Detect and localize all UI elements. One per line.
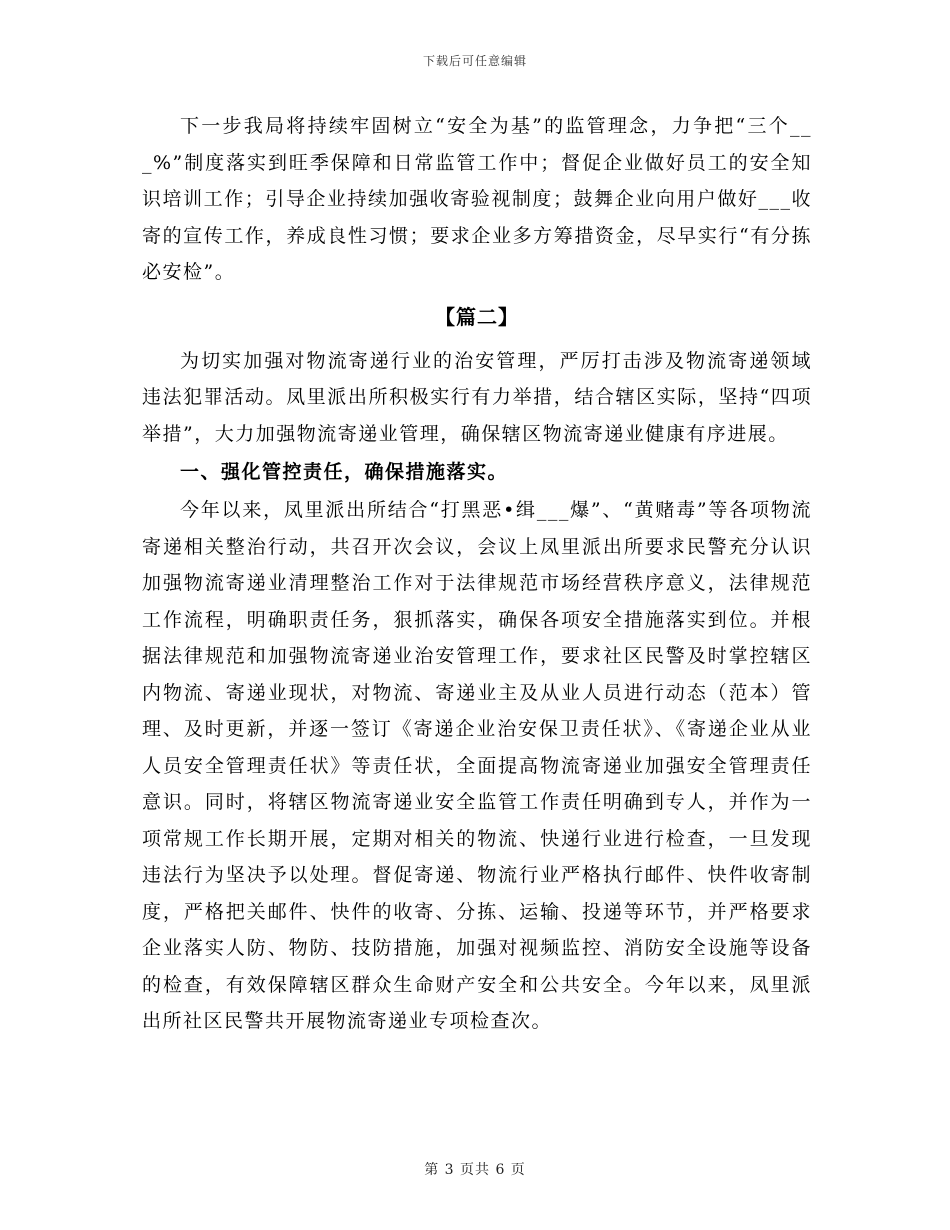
section-title: 【篇二】	[435, 304, 519, 329]
paragraph-2: 为切实加强对物流寄递行业的治安管理，严厉打击涉及物流寄递领域违法犯罪活动。凤里派出所积极实行有力举措，结合辖区实际，坚持“四项举措”，大力加强物流寄递业管理，确保辖区物流寄递业健康有序进展。	[142, 349, 812, 445]
subheading-1: 一、强化管控责任，确保措施落实。	[180, 461, 509, 483]
paragraph-1: 下一步我局将持续牢固树立“安全为基”的监管理念，力争把“三个___%”制度落实到旺季保障和日常监管工作中；督促企业做好员工的安全知识培训工作；引导企业持续加强收寄验视制度；鼓舞企业向用户做好___收寄的宣传工作，养成良性习惯；要求企业多方筹措资金，尽早实行“有分拣必安检”。	[142, 115, 812, 283]
header-note: 下载后可任意编辑	[422, 54, 527, 68]
page-indicator: 第 3 页共 6 页	[424, 1162, 526, 1178]
paragraph-3: 今年以来，凤里派出所结合“打黑恶•缉___爆”、“黄赌毒”等各项物流寄递相关整治行动，共召开次会议，会议上凤里派出所要求民警充分认识加强物流寄递业清理整治工作对于法律规范市场经营秩序意义，法律规范工作流程，明确职责任务，狠抓落实，确保各项安全措施落实到位。并根据法律规范和加强物流寄递业治安管理工作，要求社区民警及时掌控辖区内物流、寄递业现状，对物流、寄递业主及从业人员进行动态（范本）管理、及时更新，并逐一签订《寄递企业治安保卫责任状》、《寄递企业从业人员安全管理责任状》等责任状，全面提高物流寄递业加强安全管理责任意识。同时，将辖区物流寄递业安全监管工作责任明确到专人，并作为一项常规工作长期开展，定期对相关的物流、快递行业进行检查，一旦发现违法行为坚决予以处理。督促寄递、物流行业严格执行邮件、快件收寄制度，严格把关邮件、快件的收寄、分拣、运输、投递等环节，并严格要求企业落实人防、物防、技防措施，加强对视频监控、消防安全设施等设备的检查，有效保障辖区群众生命财产安全和公共安全。今年以来，凤里派出所社区民警共开展物流寄递业专项检查次。	[142, 499, 812, 1032]
document-body	[142, 108, 812, 1040]
